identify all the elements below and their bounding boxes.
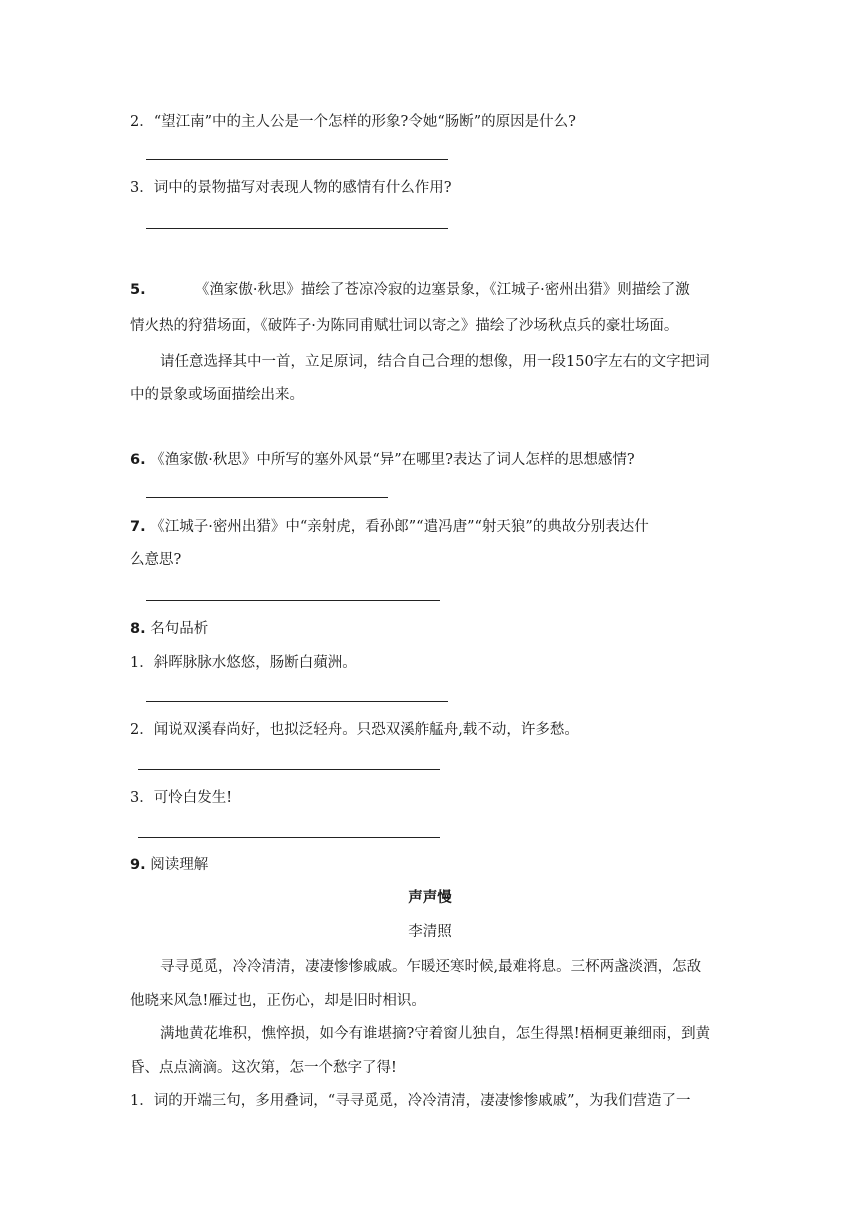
question-number: 6. bbox=[130, 452, 146, 468]
question-title: 名句品析 bbox=[150, 621, 209, 637]
question-text: 1．词的开端三句，多用叠词，“寻寻觅觅，冷冷清清，凄凄惨惨戚戚”，为我们营造了一 bbox=[130, 1093, 691, 1109]
question-text: 么意思? bbox=[130, 552, 182, 568]
question-text: 《渔家傲·秋思》描绘了苍凉冷寂的边塞景象，《江城子·密州出猎》则描绘了激 bbox=[194, 282, 690, 298]
question-9 bbox=[130, 855, 208, 875]
question-text: 《江城子·密州出猎》中“亲射虎，看孙郎”“遣冯唐”“射天狼”的典故分别表达什 bbox=[150, 519, 649, 535]
answer-line[interactable] bbox=[146, 600, 440, 601]
question-text: 《渔家傲·秋思》中所写的塞外风景“异”在哪里?表达了词人怎样的思想感情? bbox=[150, 452, 635, 468]
question-text: 请任意选择其中一首，立足原词，结合自己合理的想像，用一段150字左右的文字把词 bbox=[160, 354, 710, 370]
answer-line[interactable] bbox=[146, 228, 448, 229]
question-5 bbox=[130, 280, 690, 300]
question-number: 7. bbox=[130, 519, 146, 535]
question-6 bbox=[130, 450, 635, 470]
question-8 bbox=[130, 619, 208, 639]
question-title: 阅读理解 bbox=[150, 857, 209, 873]
answer-line[interactable] bbox=[138, 837, 440, 838]
question-text: 情火热的狩猎场面，《破阵子·为陈同甫赋壮词以寄之》描绘了沙场秋点兵的豪壮场面。 bbox=[130, 318, 679, 334]
question-7 bbox=[130, 517, 649, 537]
sentence-item: 3．可怜白发生! bbox=[130, 790, 233, 806]
sentence-item: 2．闻说双溪春尚好，也拟泛轻舟。只恐双溪舴艋舟,载不动，许多愁。 bbox=[130, 722, 579, 738]
answer-line[interactable] bbox=[138, 769, 440, 770]
question-number: 9. bbox=[130, 857, 146, 873]
answer-line[interactable] bbox=[146, 159, 448, 160]
poem-title: 声声慢 bbox=[408, 889, 452, 906]
poem-text: 昏、点点滴滴。这次第，怎一个愁字了得! bbox=[130, 1060, 397, 1076]
answer-line[interactable] bbox=[146, 497, 388, 498]
sentence-item: 1．斜晖脉脉水悠悠，肠断白蘋洲。 bbox=[130, 655, 357, 671]
poem-text: 满地黄花堆积，憔悴损，如今有谁堪摘?守着窗儿独自，怎生得黑!梧桐更兼细雨，到黄 bbox=[160, 1026, 711, 1042]
question-text: 中的景象或场面描绘出来。 bbox=[130, 387, 304, 403]
poem-text: 寻寻觅觅，冷冷清清，凄凄惨惨戚戚。乍暖还寒时候,最难将息。三杯两盏淡酒，怎敌 bbox=[160, 959, 702, 975]
question-text: 3．词中的景物描写对表现人物的感情有什么作用? bbox=[130, 180, 452, 196]
question-number: 5. bbox=[130, 282, 146, 298]
poem-text: 他晓来风急!雁过也，正伤心，却是旧时相识。 bbox=[130, 993, 426, 1009]
answer-line[interactable] bbox=[146, 701, 448, 702]
question-text: 2．“望江南”中的主人公是一个怎样的形象?令她“肠断”的原因是什么? bbox=[130, 114, 576, 130]
poem-author: 李清照 bbox=[408, 924, 452, 940]
question-number: 8. bbox=[130, 621, 146, 637]
